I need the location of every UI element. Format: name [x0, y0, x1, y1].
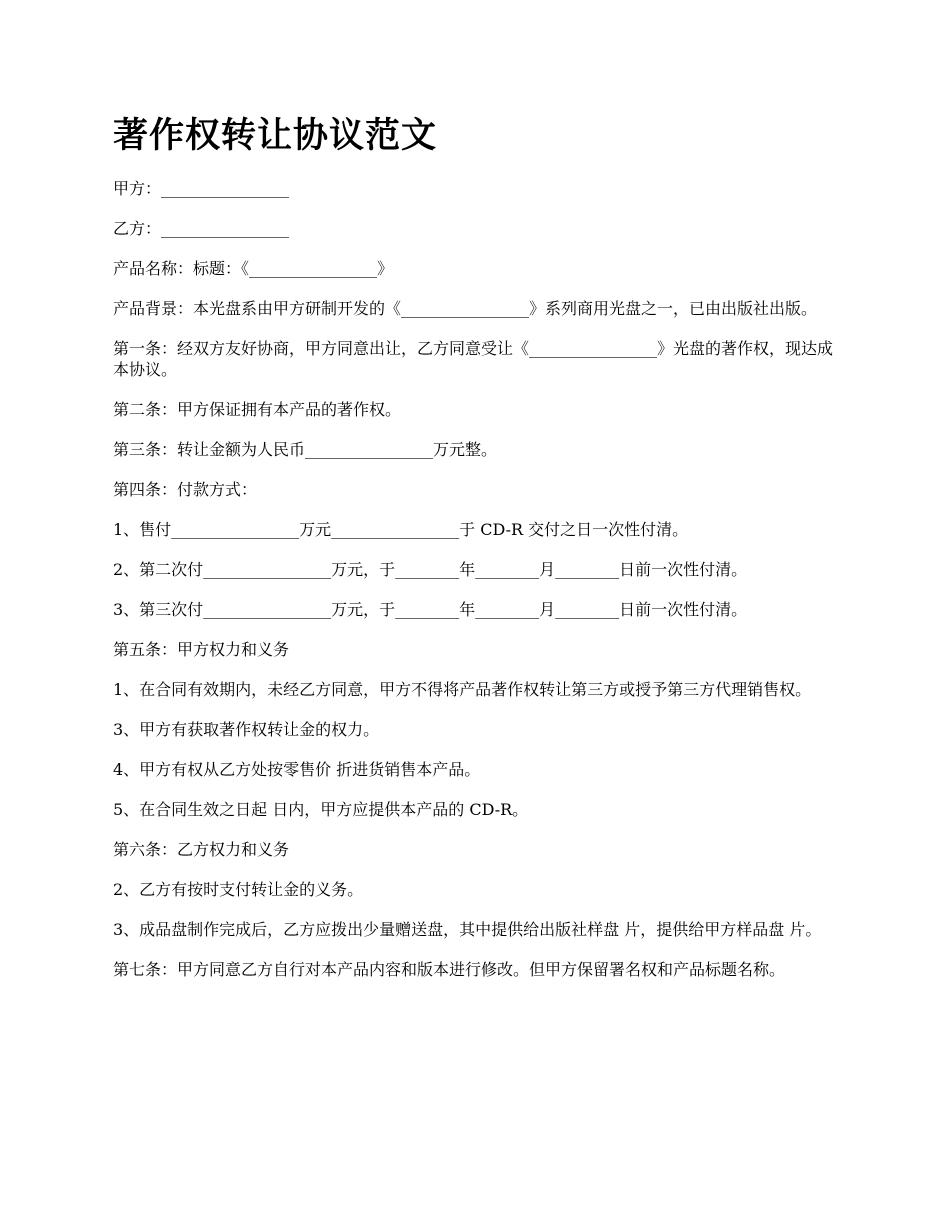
document-title: 著作权转让协议范文: [113, 116, 438, 156]
product-name-line: 产品名称：标题：《________________》: [113, 259, 394, 278]
article-7-paragraph: 第七条：甲方同意乙方自行对本产品内容和版本进行修改。但甲方保留署名权和产品标题名称。: [113, 960, 786, 979]
article-6-heading: 第六条：乙方权力和义务: [113, 840, 290, 859]
party-a-line: 甲方：________________: [113, 179, 290, 198]
document-page: [113, 112, 841, 999]
article-2-paragraph: 第二条：甲方保证拥有本产品的著作权。: [113, 400, 402, 419]
article-6-item-3: 3、成品盘制作完成后，乙方应拨出少量赠送盘，其中提供给出版社样盘 片，提供给甲方样品盘 片。: [113, 920, 822, 939]
article-1-paragraph: 第一条：经双方友好协商，甲方同意出让，乙方同意受让《________________》光盘的著作权，现达成本协议。: [113, 339, 834, 379]
payment-item-1: 1、售付________________万元________________于 CD-R 交付之日一次性付清。: [113, 520, 689, 539]
product-background-paragraph: 产品背景：本光盘系由甲方研制开发的《________________》系列商用光盘之一，已由出版社出版。: [113, 299, 818, 318]
article-5-item-5: 5、在合同生效之日起 日内，甲方应提供本产品的 CD-R。: [113, 800, 529, 819]
payment-item-2: 2、第二次付________________万元，于________年________月________日前一次性付清。: [113, 560, 748, 579]
party-b-line: 乙方：________________: [113, 219, 290, 238]
article-5-heading: 第五条：甲方权力和义务: [113, 640, 290, 659]
article-5-item-4: 4、甲方有权从乙方处按零售价 折进货销售本产品。: [113, 760, 481, 779]
article-5-item-1: 1、在合同有效期内，未经乙方同意，甲方不得将产品著作权转让第三方或授予第三方代理销售权。: [113, 680, 812, 699]
article-6-item-2: 2、乙方有按时支付转让金的义务。: [113, 880, 364, 899]
payment-item-3: 3、第三次付________________万元，于________年________月________日前一次性付清。: [113, 600, 748, 619]
article-3-paragraph: 第三条：转让金额为人民币________________万元整。: [113, 440, 498, 459]
article-4-heading: 第四条：付款方式：: [113, 480, 258, 499]
article-5-item-3: 3、甲方有获取著作权转让金的权力。: [113, 720, 380, 739]
